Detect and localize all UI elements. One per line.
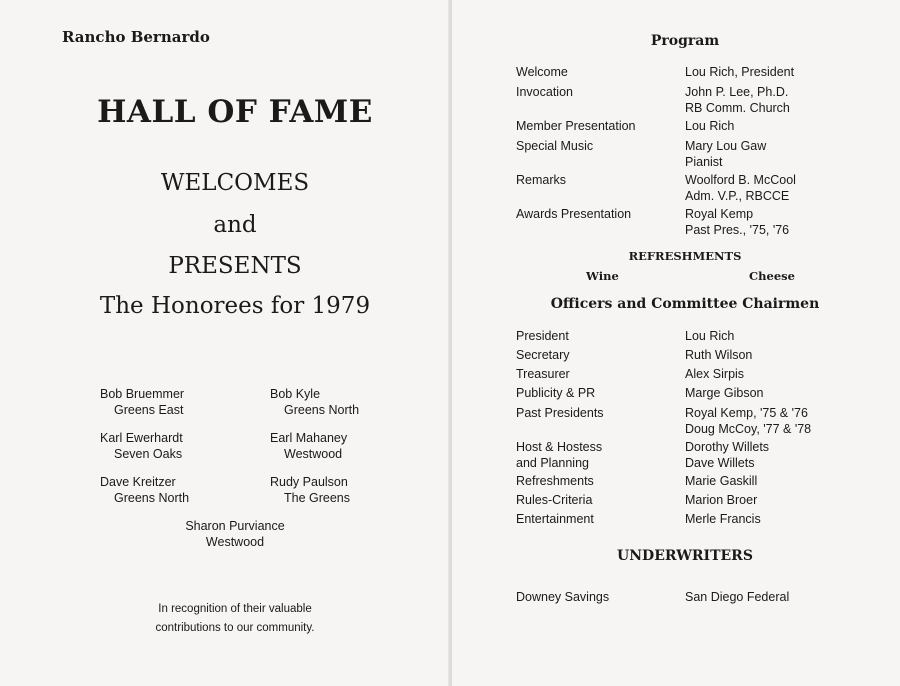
and-text: and: [213, 212, 257, 238]
program-item: Remarks: [516, 173, 567, 187]
honoree-place: Westwood: [205, 535, 265, 549]
officer-name: Marion Broer: [685, 493, 758, 507]
recognition-text: [0, 600, 470, 638]
officer-name: Marie Gaskill: [685, 474, 758, 488]
program-item: Awards Presentation: [516, 207, 632, 221]
program-heading: Program: [650, 33, 720, 49]
officer-role: Entertainment: [516, 512, 594, 526]
honoree-place: Greens East: [114, 403, 184, 417]
officer-role: Past Presidents: [516, 406, 604, 420]
program-item: Special Music: [516, 139, 594, 153]
program-person-line: John P. Lee, Ph.D.: [685, 85, 789, 99]
honoree-place: Westwood: [284, 447, 343, 461]
honoree-item: [270, 386, 359, 418]
officer-name: Merle Francis: [685, 512, 761, 526]
officer-name-line: Dorothy Willets: [685, 440, 770, 454]
organization-name: Rancho Bernardo: [62, 28, 210, 46]
officer-name: Lou Rich: [685, 329, 735, 343]
officer-name: [685, 439, 769, 471]
officer-name-line: Royal Kemp, '75 & '76: [685, 406, 808, 420]
page-title: HALL OF FAME: [97, 94, 373, 130]
program-item: Member Presentation: [516, 119, 636, 133]
honorees-heading: The Honorees for 1979: [99, 293, 371, 319]
honoree-item: [270, 474, 350, 506]
program-person-line: Woolford B. McCool: [685, 173, 796, 187]
honoree-item: [0, 518, 470, 550]
program-person: [685, 84, 790, 116]
officer-name: Alex Sirpis: [685, 367, 745, 381]
honoree-place: Greens North: [284, 403, 360, 417]
honoree-name: Karl Ewerhardt: [100, 431, 183, 445]
officer-role: Treasurer: [516, 367, 570, 381]
honoree-name: Rudy Paulson: [270, 475, 348, 489]
honoree-place: Greens North: [114, 491, 190, 505]
presents-text: PRESENTS: [168, 253, 302, 279]
officer-role: Refreshments: [516, 474, 594, 488]
honoree-place: Seven Oaks: [114, 447, 183, 461]
officer-name-line: Dave Willets: [685, 456, 755, 470]
officers-heading: Officers and Committee Chairmen: [550, 296, 820, 312]
honoree-name: Bob Bruemmer: [100, 387, 185, 401]
officer-role: Rules-Criteria: [516, 493, 593, 507]
officer-name-line: Doug McCoy, '77 & '78: [685, 422, 812, 436]
honoree-item: [100, 386, 184, 418]
welcomes-text: WELCOMES: [160, 170, 310, 196]
program-person: [685, 64, 794, 80]
program-person: [685, 172, 796, 204]
right-page: [452, 0, 900, 686]
program-item: Invocation: [516, 85, 573, 99]
honoree-item: [270, 430, 347, 462]
honoree-name: Dave Kreitzer: [100, 475, 176, 489]
recognition-line: In recognition of their valuable: [158, 603, 312, 615]
honoree-item: [100, 474, 189, 506]
program-person: [685, 138, 766, 170]
officer-name: Marge Gibson: [685, 386, 764, 400]
program-person-line: Lou Rich, President: [685, 65, 795, 79]
officer-role: Secretary: [516, 348, 570, 362]
program-person: [685, 206, 789, 238]
officer-role: [516, 439, 602, 471]
refreshment-item: Cheese: [749, 269, 795, 283]
officer-role-line: and Planning: [516, 456, 589, 470]
program-person-line: Royal Kemp: [685, 207, 754, 221]
officer-role: Publicity & PR: [516, 386, 596, 400]
refreshment-item: Wine: [586, 269, 619, 283]
honoree-name: Bob Kyle: [270, 387, 321, 401]
recognition-line: contributions to our community.: [155, 622, 315, 634]
program-person: [685, 118, 734, 134]
underwriter-item: San Diego Federal: [685, 590, 790, 604]
underwriter-item: Downey Savings: [516, 590, 610, 604]
officer-role: President: [516, 329, 569, 343]
program-person-line: Adm. V.P., RBCCE: [685, 189, 790, 203]
program-person-line: Pianist: [685, 155, 723, 169]
program-person-line: Mary Lou Gaw: [685, 139, 767, 153]
honoree-name: Earl Mahaney: [270, 431, 348, 445]
refreshments-heading: REFRESHMENTS: [628, 249, 742, 263]
officer-name: [685, 405, 811, 437]
honoree-name: Sharon Purviance: [185, 519, 285, 533]
program-item: Welcome: [516, 65, 568, 79]
program-person-line: Past Pres., '75, '76: [685, 223, 790, 237]
program-person-line: Lou Rich: [685, 119, 735, 133]
honoree-item: [100, 430, 183, 462]
honoree-place: The Greens: [284, 491, 351, 505]
officer-name: Ruth Wilson: [685, 348, 753, 362]
underwriters-heading: UNDERWRITERS: [617, 548, 753, 564]
program-person-line: RB Comm. Church: [685, 101, 790, 115]
officer-role-line: Host & Hostess: [516, 440, 603, 454]
